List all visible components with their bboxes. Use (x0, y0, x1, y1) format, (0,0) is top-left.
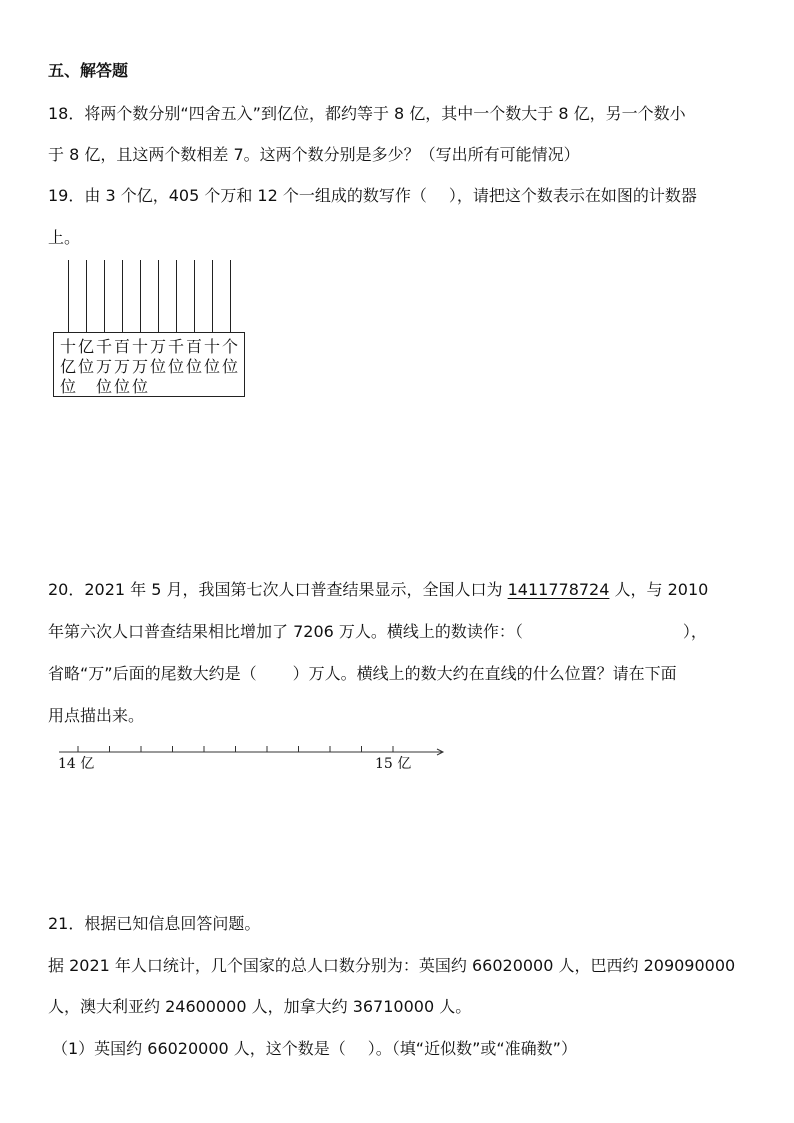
section-title: 五、解答题 (48, 61, 129, 80)
place-label-ten-thousand: 万 位 (149, 337, 166, 376)
abacus-rod[interactable] (212, 260, 213, 332)
q20-line3 (48, 664, 677, 684)
q21-line3: 人，澳大利亚约 24600000 人，加拿大约 36710000 人。 (48, 997, 472, 1016)
abacus-rod[interactable] (68, 260, 69, 332)
q18-line1: 18．将两个数分别“四舍五入”到亿位，都约等于 8 亿，其中一个数大于 8 亿，另一个数小 (48, 104, 686, 123)
q20-text-b: 人，与 2010 (609, 580, 709, 599)
q20-line2 (48, 622, 707, 642)
q20-text-d: ）， (682, 622, 707, 641)
place-label-million: 百 万 位 (113, 337, 130, 396)
place-label-thousand: 千 位 (167, 337, 184, 376)
q21-line2: 据 2021 年人口统计，几个国家的总人口数分别为：英国约 66020000 人，巴西约 209090000 (48, 956, 736, 975)
q21-sub1-text-a: （1）英国约 66020000 人，这个数是（ (52, 1039, 346, 1058)
q20-text-f: ）万人。横线上的数大约在直线的什么位置？请在下面 (292, 664, 677, 683)
q21-sub1 (52, 1039, 577, 1059)
q20-text-c: 年第六次人口普查结果相比增加了 7206 万人。横线上的数读作：（ (48, 622, 523, 641)
abacus-rod[interactable] (122, 260, 123, 332)
population-number: 1411778724 (507, 580, 610, 599)
place-label-hundred-million: 亿 位 (77, 337, 94, 376)
abacus-rod[interactable] (140, 260, 141, 332)
abacus-rod[interactable] (86, 260, 87, 332)
q21-line1: 21．根据已知信息回答问题。 (48, 914, 261, 933)
abacus-rod[interactable] (230, 260, 231, 332)
number-line-start-label: 14 亿 (58, 756, 95, 772)
q20-line4: 用点描出来。 (48, 706, 145, 725)
place-label-ten: 十 位 (203, 337, 220, 376)
q20-text-e: 省略“万”后面的尾数大约是（ (48, 664, 257, 683)
number-line-end-label: 15 亿 (375, 756, 412, 772)
q20-text-a: 20．2021 年 5 月，我国第七次人口普查结果显示，全国人口为 (48, 580, 508, 599)
q18-line2: 于 8 亿，且这两个数相差 7。这两个数分别是多少？（写出所有可能情况） (48, 145, 580, 164)
abacus-rod[interactable] (194, 260, 195, 332)
place-label-ten-million: 千 万 位 (95, 337, 112, 396)
abacus-rod[interactable] (176, 260, 177, 332)
q19-text-b: ），请把这个数表示在如图的计数器 (448, 186, 697, 205)
abacus-rod[interactable] (158, 260, 159, 332)
place-label-one: 个 位 (221, 337, 238, 376)
place-label-hundred-thousand: 十 万 位 (131, 337, 148, 396)
place-label-hundred: 百 位 (185, 337, 202, 376)
abacus-rod[interactable] (104, 260, 105, 332)
q19-text-a: 19．由 3 个亿，405 个万和 12 个一组成的数写作（ (48, 186, 427, 205)
q20-line1 (48, 580, 708, 600)
abacus-base (53, 332, 245, 397)
place-label-ten-hundred-million: 十 亿 位 (59, 337, 76, 396)
q21-sub1-text-b: ）。（填“近似数”或“准确数”） (367, 1039, 577, 1058)
q19-line1 (48, 186, 697, 206)
q19-line2: 上。 (48, 228, 81, 247)
